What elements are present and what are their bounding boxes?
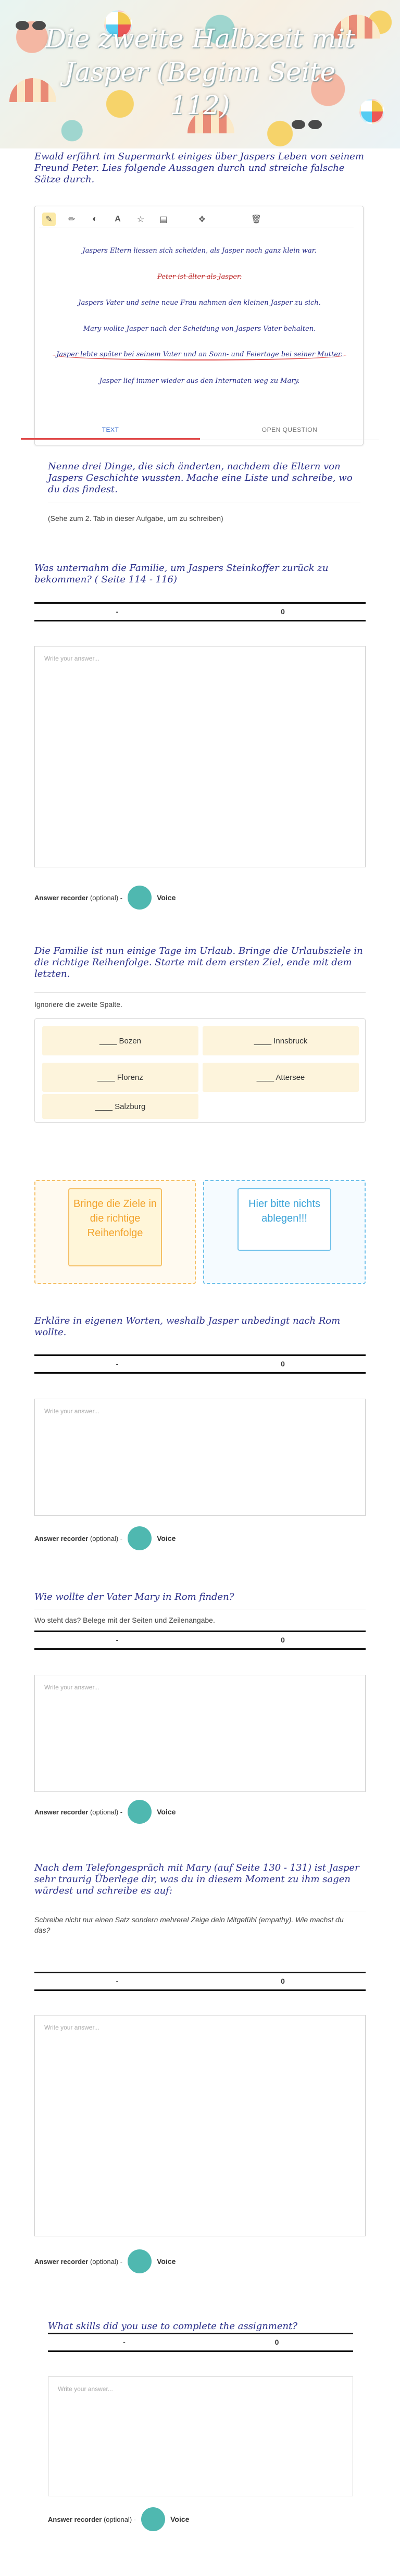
header-banner bbox=[0, 0, 400, 148]
answer-placeholder: Write your answer... bbox=[58, 2385, 113, 2393]
statement-3[interactable]: Jaspers Vater und seine neue Frau nahmen den kleinen Jasper zu sich. bbox=[78, 299, 321, 307]
statement-5-text: Jasper lebte später bei seinem Vater und an Sonn- und Feiertage bei seiner Mutter. bbox=[52, 349, 347, 360]
question-4-note: Ignoriere die zweite Spalte. bbox=[34, 1000, 122, 1009]
drag-chip-innsbruck[interactable]: ____ Innsbruck bbox=[203, 1026, 359, 1055]
answer-input[interactable] bbox=[48, 2376, 353, 2496]
question-7-text: Nach dem Telefongespräch mit Mary (auf Seite 130 - 131) ist Jasper sehr traurig Überlege dir, was du in diesem Moment zu ihm sagen würdest und schreibe es auf: bbox=[34, 1862, 359, 1896]
answer-table bbox=[48, 2333, 353, 2352]
question-1-text: Ewald erfährt im Supermarkt einiges über Jaspers Leben von seinem Freund Peter. Lies folgende Aussagen durch und streiche falsche Sätze durch. bbox=[34, 151, 364, 185]
drop-zone-ignore-label: Hier bitte nichts ablegen!!! bbox=[238, 1188, 331, 1251]
answer-input[interactable] bbox=[34, 2015, 366, 2236]
statement-1[interactable]: Jaspers Eltern liessen sich scheiden, als Jasper noch ganz klein war. bbox=[82, 247, 317, 255]
statement-5[interactable] bbox=[35, 349, 364, 360]
answer-placeholder: Write your answer... bbox=[44, 1408, 99, 1415]
drag-chip-florenz[interactable]: ____ Florenz bbox=[42, 1063, 198, 1092]
voice-label: Voice bbox=[170, 2515, 190, 2523]
table-header-1: - bbox=[116, 1636, 119, 1644]
drag-chip-bozen[interactable]: ____ Bozen bbox=[42, 1026, 198, 1055]
question-2-note: (Sehe zum 2. Tab in dieser Aufgabe, um zu schreiben) bbox=[48, 514, 223, 522]
table-header-2: 0 bbox=[274, 2338, 279, 2346]
record-button[interactable] bbox=[128, 886, 152, 910]
drop-zone-order-label: Bringe die Ziele in die richtige Reihenfolge bbox=[68, 1188, 162, 1266]
question-7-note: Schreibe nicht nur einen Satz sondern mehrerel Zeige dein Mitgefühl (empathy). Wie machst du das? bbox=[34, 1915, 344, 1934]
voice-label: Voice bbox=[157, 1534, 176, 1542]
recorder-label: Answer recorder (optional) - bbox=[34, 1534, 123, 1542]
tab-open-question[interactable]: OPEN QUESTION bbox=[261, 426, 318, 433]
recorder-label: Answer recorder (optional) - bbox=[48, 2515, 136, 2523]
question-4-text: Die Familie ist nun einige Tage im Urlaub. Bringe die Urlaubsziele in die richtige Reihenfolge. Starte mit dem ersten Ziel, ende mit dem letzten. bbox=[34, 945, 363, 979]
table-header-2: 0 bbox=[281, 1977, 285, 1985]
recorder-label: Answer recorder (optional) - bbox=[34, 1808, 123, 1816]
record-button[interactable] bbox=[128, 1526, 152, 1550]
statement-2-text: Peter ist älter als Jasper. bbox=[157, 273, 242, 281]
voice-label: Voice bbox=[157, 2257, 176, 2266]
answer-placeholder: Write your answer... bbox=[44, 2024, 99, 2031]
record-button[interactable] bbox=[128, 2249, 152, 2273]
answer-input[interactable] bbox=[34, 1399, 366, 1516]
question-5-text: Erkläre in eigenen Worten, weshalb Jasper unbedingt nach Rom wollte. bbox=[34, 1315, 341, 1338]
answer-recorder bbox=[34, 1800, 176, 1824]
answer-recorder bbox=[34, 2249, 176, 2273]
recorder-label: Answer recorder (optional) - bbox=[34, 2257, 123, 2266]
drop-zone-ignore[interactable] bbox=[203, 1180, 366, 1284]
text-icon[interactable]: A bbox=[115, 214, 121, 223]
table-header-2: 0 bbox=[281, 607, 285, 616]
question-2-text: Nenne drei Dinge, die sich änderten, nachdem die Eltern von Jaspers Geschichte wussten. Mache eine Liste und schreibe, wo du das findest. bbox=[48, 461, 353, 495]
answer-input[interactable] bbox=[34, 1675, 366, 1792]
question-6-text: Wie wollte der Vater Mary in Rom finden? bbox=[34, 1591, 234, 1602]
statement-4[interactable]: Mary wollte Jasper nach der Scheidung von Jaspers Vater behalten. bbox=[83, 325, 316, 333]
note-icon[interactable]: ▤ bbox=[159, 215, 168, 224]
answer-placeholder: Write your answer... bbox=[44, 1684, 99, 1691]
question-6-note: Wo steht das? Belege mit der Seiten und Zeilenangabe. bbox=[34, 1616, 215, 1624]
answer-table bbox=[34, 602, 366, 621]
move-icon[interactable]: ✥ bbox=[198, 215, 206, 224]
record-button[interactable] bbox=[141, 2507, 165, 2531]
drag-chip-attersee[interactable]: ____ Attersee bbox=[203, 1063, 359, 1092]
highlighter-icon[interactable]: ✎ bbox=[42, 213, 56, 226]
question-8-text: What skills did you use to complete the assignment? bbox=[48, 2321, 297, 2332]
annotation-toolbar bbox=[39, 210, 354, 228]
table-header-1: - bbox=[116, 1977, 119, 1985]
trash-icon[interactable]: 🗑 bbox=[251, 215, 262, 224]
statement-6[interactable]: Jasper lief immer wieder aus den Internaten weg zu Mary. bbox=[99, 377, 300, 385]
tab-text[interactable]: TEXT bbox=[21, 419, 200, 440]
answer-input[interactable] bbox=[34, 646, 366, 867]
answer-recorder bbox=[34, 886, 176, 910]
recorder-label: Answer recorder (optional) - bbox=[34, 893, 123, 902]
answer-table bbox=[34, 1631, 366, 1650]
answer-table bbox=[34, 1972, 366, 1991]
answer-placeholder: Write your answer... bbox=[44, 655, 99, 662]
statement-2[interactable] bbox=[35, 273, 364, 281]
record-button[interactable] bbox=[128, 1800, 152, 1824]
voice-label: Voice bbox=[157, 893, 176, 902]
color-icon[interactable]: ◐ bbox=[92, 214, 97, 223]
drag-source-panel bbox=[34, 1018, 366, 1123]
drag-chip-salzburg[interactable]: ____ Salzburg bbox=[42, 1094, 198, 1119]
tab-bar bbox=[21, 419, 379, 440]
table-header-2: 0 bbox=[281, 1360, 285, 1368]
answer-recorder bbox=[34, 1526, 176, 1550]
voice-label: Voice bbox=[157, 1808, 176, 1816]
answer-table bbox=[34, 1354, 366, 1374]
drop-zone-order[interactable] bbox=[34, 1180, 196, 1284]
annotation-card bbox=[34, 206, 364, 445]
table-header-2: 0 bbox=[281, 1636, 285, 1644]
table-header-1: - bbox=[116, 1360, 119, 1368]
answer-recorder bbox=[48, 2507, 189, 2531]
table-header-1: - bbox=[116, 607, 119, 616]
question-3-text: Was unternahm die Familie, um Jaspers Steinkoffer zurück zu bekommen? ( Seite 114 - 116) bbox=[34, 563, 329, 585]
table-header-1: - bbox=[123, 2338, 126, 2346]
page-title: Die zweite Halbzeit mit Jasper (Beginn Seite 112) bbox=[45, 23, 355, 120]
star-icon[interactable]: ☆ bbox=[136, 215, 145, 224]
divider bbox=[34, 992, 366, 993]
pencil-icon[interactable]: ✏ bbox=[68, 215, 76, 224]
